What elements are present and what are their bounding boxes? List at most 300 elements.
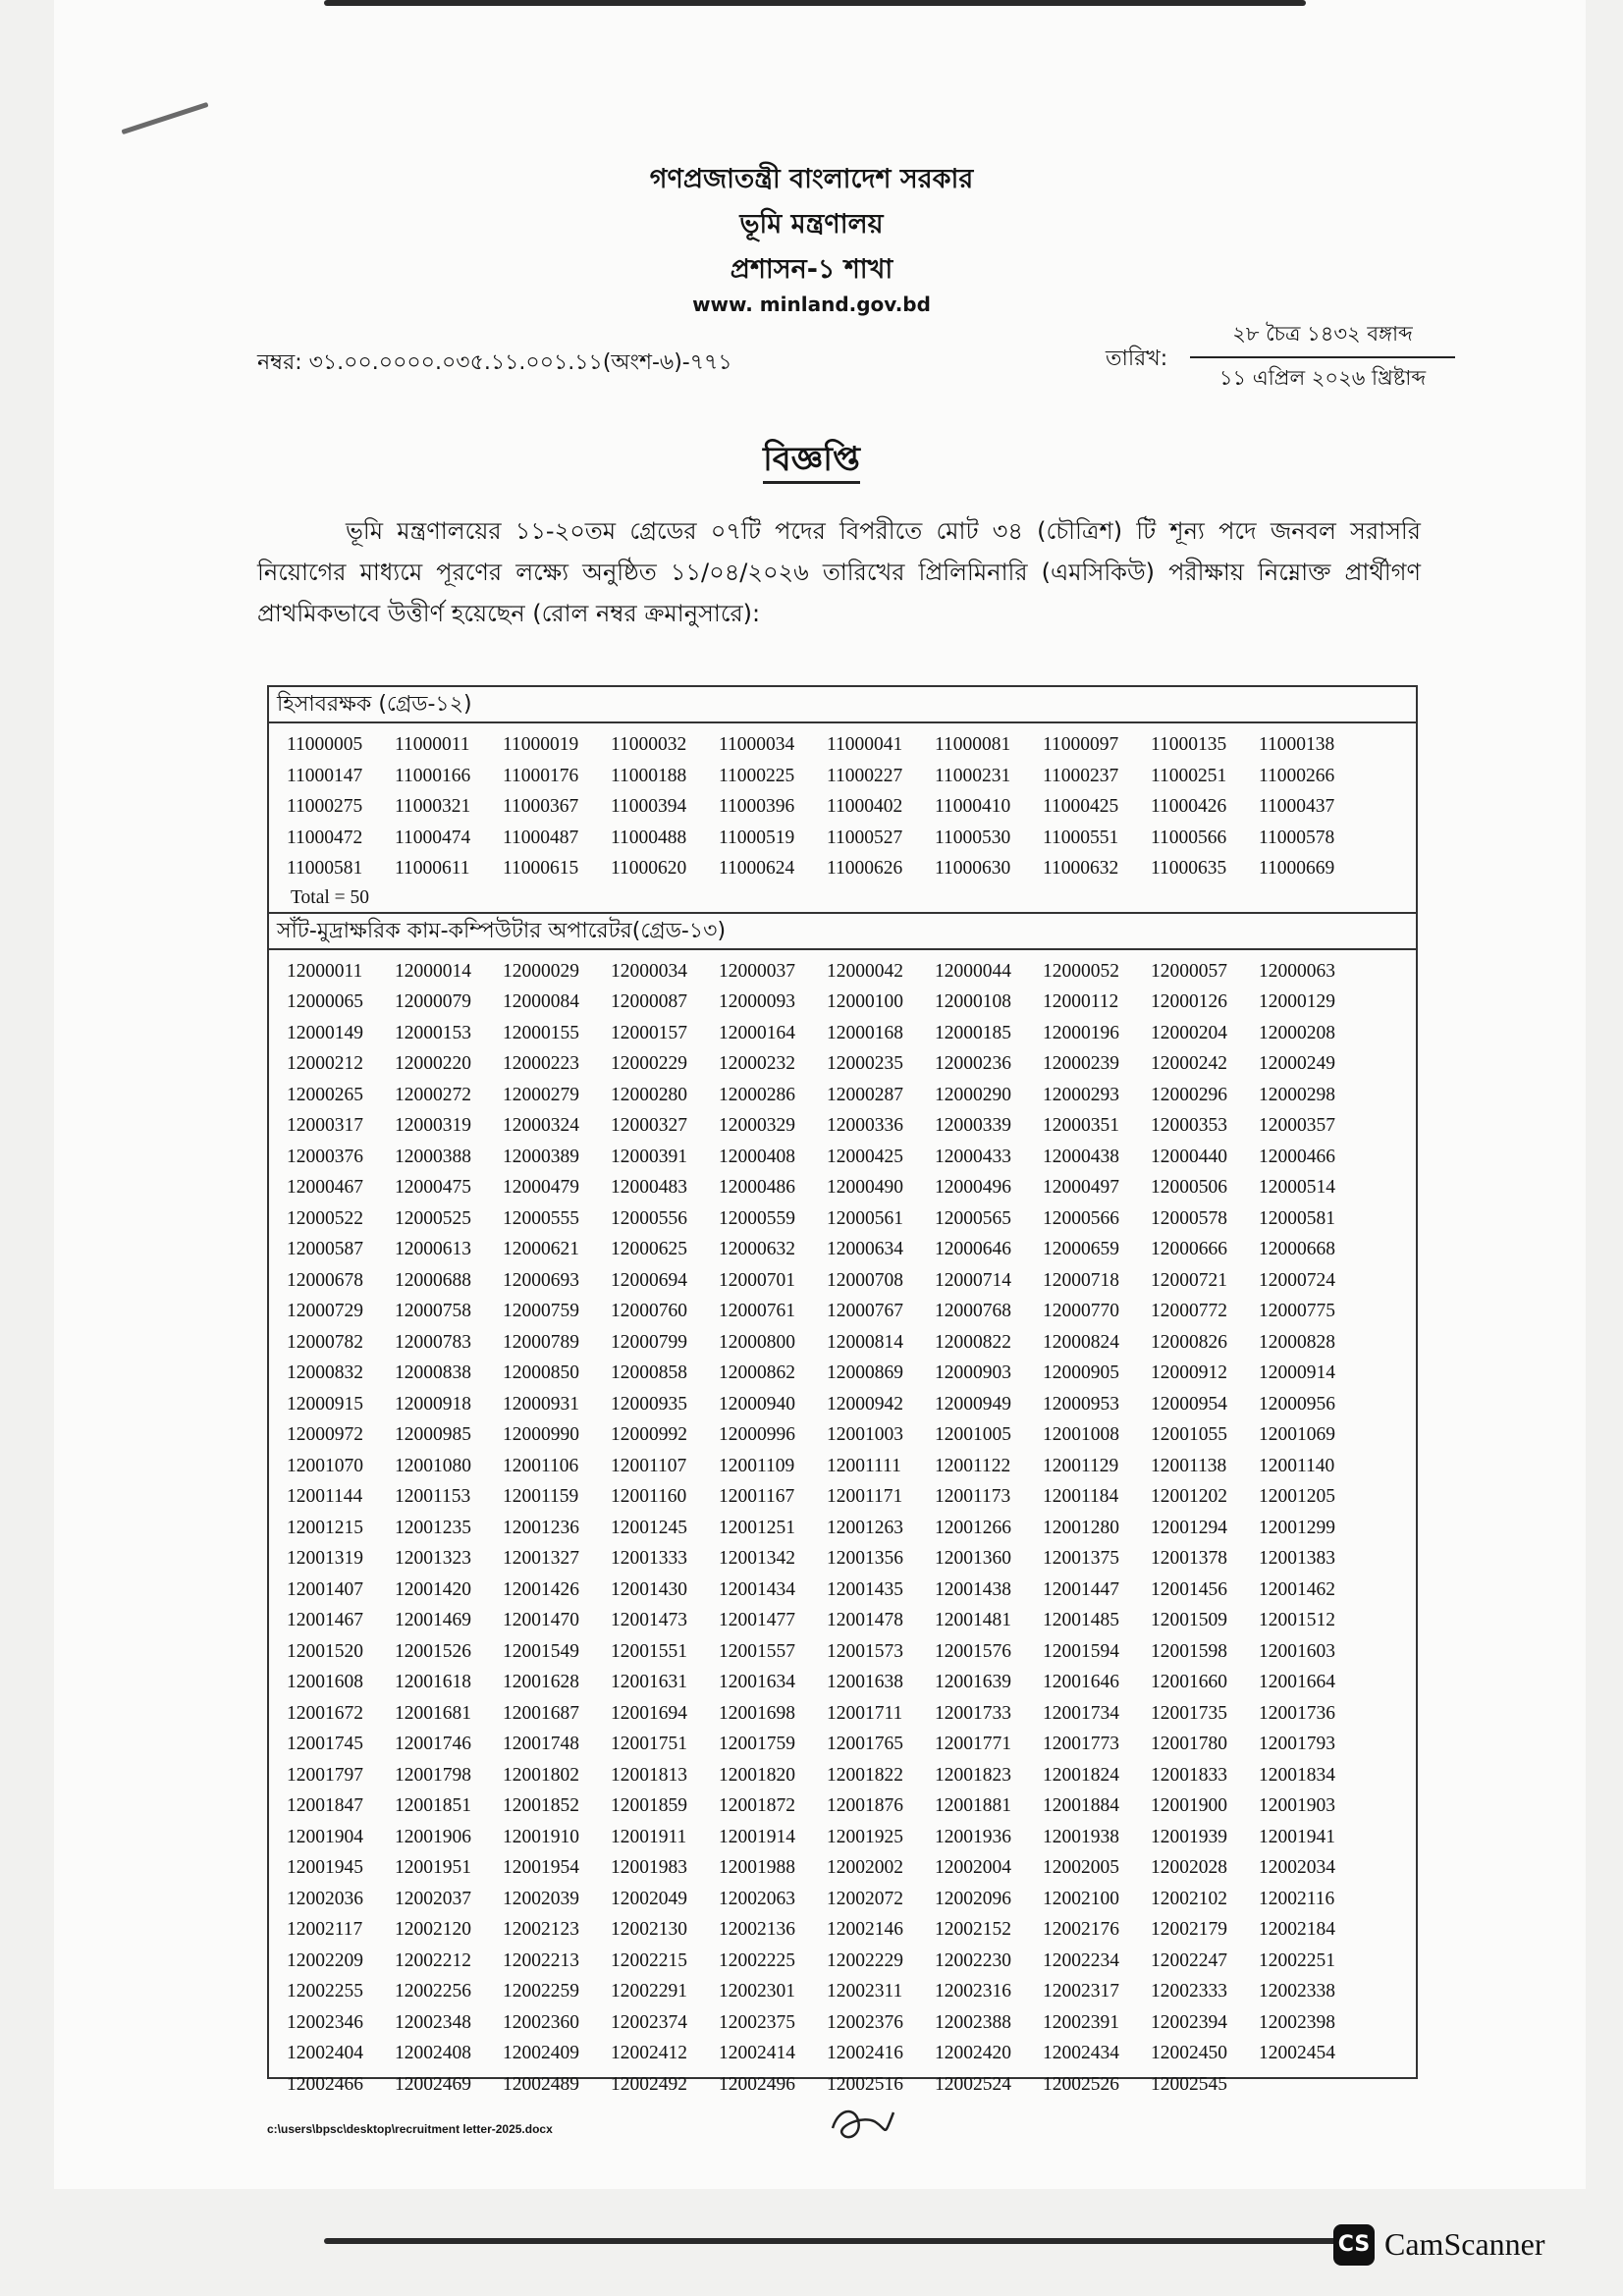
roll-number-steno: 12001107	[611, 1455, 687, 1476]
roll-number-steno: 12002291	[611, 1981, 687, 2002]
roll-number-steno: 12002247	[1151, 1949, 1227, 1971]
roll-number-steno: 12002333	[1151, 1981, 1227, 2002]
roll-number-steno: 12000044	[935, 960, 1011, 982]
roll-number-steno: 12000126	[1151, 991, 1227, 1012]
roll-number-steno: 12000034	[611, 960, 687, 982]
notice-body: ভূমি মন্ত্রণালয়ের ১১-২০তম গ্রেডের ০৭টি পদের বিপরীতে মোট ৩৪ (চৌত্রিশ) টি শূন্য পদে জনবল সরাসরি নিয়োগের মাধ্যমে পূরণের লক্ষ্যে অনুষ্ঠিত ১১/০৪/২০২৬ তারিখের প্রিলিমিনারি (এমসিকিউ) পরীক্ষায় নিম্নোক্ত প্রার্থীগণ প্রাথমিকভাবে উত্তীর্ণ হয়েছেন (রোল নম্বর ক্রমানুসারে):	[257, 517, 1421, 627]
roll-number-steno: 12002360	[503, 2011, 579, 2033]
roll-number-steno: 12000869	[827, 1362, 903, 1383]
roll-number-accountant: 11000227	[827, 765, 903, 786]
roll-number-steno: 12001823	[935, 1764, 1011, 1786]
roll-number-steno: 12001173	[935, 1486, 1011, 1507]
file-path: c:\users\bpsc\desktop\recruitment letter-2025.docx	[267, 2122, 553, 2136]
roll-number-steno: 12000497	[1043, 1177, 1119, 1198]
roll-number-steno: 12001925	[827, 1826, 903, 1847]
roll-number-steno: 12000949	[935, 1393, 1011, 1415]
roll-number-accountant: 11000474	[395, 827, 471, 848]
roll-number-steno: 12002317	[1043, 1981, 1119, 2002]
roll-number-steno: 12001215	[287, 1517, 363, 1538]
roll-number-steno: 12002489	[503, 2073, 579, 2095]
roll-number-steno: 12002412	[611, 2043, 687, 2063]
roll-number-steno: 12002034	[1259, 1857, 1335, 1878]
date-label: তারিখ:	[1106, 347, 1168, 371]
roll-number-steno: 12002184	[1259, 1919, 1335, 1940]
roll-number-steno: 12000556	[611, 1207, 687, 1229]
roll-number-steno: 12001467	[287, 1610, 363, 1630]
roll-number-steno: 12000351	[1043, 1115, 1119, 1136]
roll-number-steno: 12001664	[1259, 1672, 1335, 1692]
roll-number-steno: 12000783	[395, 1331, 471, 1353]
roll-number-steno: 12002146	[827, 1919, 903, 1940]
date-block	[1190, 318, 1455, 397]
roll-number-steno: 12002374	[611, 2011, 687, 2033]
roll-number-steno: 12002408	[395, 2043, 471, 2063]
roll-number-steno: 12002213	[503, 1949, 579, 1971]
roll-number-steno: 12001884	[1043, 1795, 1119, 1816]
roll-number-steno: 12002316	[935, 1981, 1011, 2002]
roll-number-accountant: 11000402	[827, 796, 903, 817]
roll-number-steno: 12000265	[287, 1084, 363, 1105]
roll-number-steno: 12001470	[503, 1610, 579, 1630]
roll-number-steno: 12001111	[827, 1455, 901, 1476]
roll-number-steno: 12001557	[719, 1640, 795, 1662]
roll-number-steno: 12000486	[719, 1177, 795, 1198]
roll-number-steno: 12002492	[611, 2073, 687, 2095]
roll-number-steno: 12000828	[1259, 1331, 1335, 1353]
roll-number-steno: 12001003	[827, 1424, 903, 1445]
roll-number-steno: 12001356	[827, 1548, 903, 1569]
roll-number-steno: 12001734	[1043, 1702, 1119, 1724]
roll-number-steno: 12001167	[719, 1486, 795, 1507]
roll-number-accountant: 11000669	[1259, 858, 1335, 879]
roll-number-accountant: 11000005	[287, 734, 363, 755]
roll-number-steno: 12001872	[719, 1795, 795, 1816]
roll-number-steno: 12002450	[1151, 2043, 1227, 2063]
roll-number-steno: 12002416	[827, 2043, 903, 2063]
roll-number-steno: 12001520	[287, 1640, 363, 1662]
roll-number-accountant: 11000034	[719, 734, 795, 755]
roll-number-accountant: 11000251	[1151, 765, 1227, 786]
roll-number-steno: 12000942	[827, 1393, 903, 1415]
roll-number-steno: 12001106	[503, 1455, 579, 1476]
roll-number-accountant: 11000630	[935, 858, 1011, 879]
roll-number-accountant: 11000611	[395, 858, 470, 879]
roll-number-steno: 12001205	[1259, 1486, 1335, 1507]
roll-number-steno: 12000063	[1259, 960, 1335, 982]
roll-number-steno: 12002225	[719, 1949, 795, 1971]
roll-number-steno: 12001904	[287, 1826, 363, 1847]
roll-number-accountant: 11000188	[611, 765, 687, 786]
roll-number-steno: 12000632	[719, 1239, 795, 1259]
roll-number-steno: 12000239	[1043, 1053, 1119, 1074]
roll-number-steno: 12001881	[935, 1795, 1011, 1816]
roll-number-accountant: 11000019	[503, 734, 579, 755]
roll-number-steno: 12000985	[395, 1424, 471, 1445]
roll-number-steno: 12001736	[1259, 1702, 1335, 1724]
roll-number-steno: 12002230	[935, 1949, 1011, 1971]
roll-number-steno: 12001435	[827, 1578, 903, 1600]
roll-number-steno: 12001526	[395, 1640, 471, 1662]
roll-number-steno: 12000621	[503, 1239, 579, 1259]
roll-number-steno: 12000800	[719, 1331, 795, 1353]
roll-number-steno: 12000587	[287, 1239, 363, 1259]
roll-number-steno: 12000613	[395, 1239, 471, 1259]
roll-number-steno: 12001235	[395, 1517, 471, 1538]
roll-number-steno: 12001299	[1259, 1517, 1335, 1538]
roll-number-steno: 12000112	[1043, 991, 1119, 1012]
roll-number-steno: 12002394	[1151, 2011, 1227, 2033]
roll-number-steno: 12000954	[1151, 1393, 1227, 1415]
roll-number-steno: 12000770	[1043, 1301, 1119, 1321]
roll-number-accountant: 11000488	[611, 827, 687, 848]
roll-number-accountant: 11000032	[611, 734, 687, 755]
roll-number-steno: 12001383	[1259, 1548, 1335, 1569]
roll-number-steno: 12002311	[827, 1981, 903, 2002]
date-english: ১১ এপ্রিল ২০২৬ খ্রিষ্টাব্দ	[1218, 366, 1427, 390]
roll-number-steno: 12001822	[827, 1764, 903, 1786]
roll-number-steno: 12001631	[611, 1672, 687, 1692]
roll-number-steno: 12002179	[1151, 1919, 1227, 1940]
roll-number-steno: 12001551	[611, 1640, 687, 1662]
roll-number-steno: 12000561	[827, 1207, 903, 1229]
roll-number-steno: 12000220	[395, 1053, 471, 1074]
roll-number-steno: 12000042	[827, 960, 903, 982]
roll-number-steno: 12000037	[719, 960, 795, 982]
roll-number-steno: 12002496	[719, 2073, 795, 2095]
roll-number-steno: 12001735	[1151, 1702, 1227, 1724]
roll-number-steno: 12001236	[503, 1517, 579, 1538]
roll-number-steno: 12000914	[1259, 1362, 1335, 1383]
roll-number-steno: 12001765	[827, 1734, 903, 1754]
roll-number-steno: 12001160	[611, 1486, 687, 1507]
roll-number-steno: 12000204	[1151, 1022, 1227, 1043]
roll-number-steno: 12000496	[935, 1177, 1011, 1198]
roll-number-steno: 12002039	[503, 1888, 579, 1909]
roll-number-steno: 12002255	[287, 1981, 363, 2002]
roll-number-steno: 12000155	[503, 1022, 579, 1043]
roll-number-steno: 12000290	[935, 1084, 1011, 1105]
memo-number: নম্বর: ৩১.০০.০০০০.০৩৫.১১.০০১.১১(অংশ-৬)-৭৭১	[257, 350, 732, 375]
roll-number-steno: 12000029	[503, 960, 579, 982]
roll-number-steno: 12001938	[1043, 1826, 1119, 1847]
roll-number-steno: 12000903	[935, 1362, 1011, 1383]
roll-number-steno: 12000838	[395, 1362, 471, 1383]
roll-number-steno: 12000972	[287, 1424, 363, 1445]
roll-number-steno: 12002466	[287, 2073, 363, 2095]
roll-number-steno: 12002526	[1043, 2073, 1119, 2095]
roll-number-steno: 12000479	[503, 1177, 579, 1198]
roll-number-accountant: 11000472	[287, 827, 363, 848]
roll-number-steno: 12000065	[287, 991, 363, 1012]
roll-number-accountant: 11000266	[1259, 765, 1335, 786]
roll-number-steno: 12000157	[611, 1022, 687, 1043]
roll-number-steno: 12000814	[827, 1331, 903, 1353]
roll-number-steno: 12001847	[287, 1795, 363, 1816]
roll-number-steno: 12001820	[719, 1764, 795, 1786]
roll-number-steno: 12000272	[395, 1084, 471, 1105]
roll-number-steno: 12001481	[935, 1610, 1011, 1630]
roll-number-steno: 12002028	[1151, 1857, 1227, 1878]
result-table	[267, 685, 1418, 2095]
roll-number-steno: 12000490	[827, 1177, 903, 1198]
roll-number-steno: 12000668	[1259, 1239, 1335, 1259]
roll-number-steno: 12001672	[287, 1702, 363, 1724]
roll-number-steno: 12000832	[287, 1362, 363, 1383]
roll-number-steno: 12002516	[827, 2073, 903, 2095]
signature	[825, 2099, 903, 2148]
roll-number-steno: 12000324	[503, 1115, 579, 1136]
roll-number-steno: 12001447	[1043, 1578, 1119, 1600]
roll-number-steno: 12001473	[611, 1610, 687, 1630]
roll-number-steno: 12000758	[395, 1301, 471, 1321]
roll-number-steno: 12001184	[1043, 1486, 1119, 1507]
roll-number-steno: 12001603	[1259, 1640, 1335, 1662]
roll-number-steno: 12000389	[503, 1146, 579, 1167]
roll-number-steno: 12000440	[1151, 1146, 1227, 1167]
roll-number-steno: 12000108	[935, 991, 1011, 1012]
roll-number-steno: 12002004	[935, 1857, 1011, 1878]
roll-number-steno: 12001171	[827, 1486, 903, 1507]
roll-number-steno: 12000087	[611, 991, 687, 1012]
roll-number-steno: 12002409	[503, 2043, 579, 2063]
roll-number-steno: 12001914	[719, 1826, 795, 1847]
roll-number-steno: 12000466	[1259, 1146, 1335, 1167]
roll-number-accountant: 11000581	[287, 858, 363, 879]
roll-number-steno: 12000483	[611, 1177, 687, 1198]
roll-number-accountant: 11000367	[503, 796, 579, 817]
roll-number-steno: 12000646	[935, 1239, 1011, 1259]
roll-number-steno: 12000339	[935, 1115, 1011, 1136]
roll-number-steno: 12000153	[395, 1022, 471, 1043]
roll-number-steno: 12001638	[827, 1672, 903, 1692]
roll-number-steno: 12000782	[287, 1331, 363, 1353]
roll-number-steno: 12002256	[395, 1981, 471, 2002]
roll-number-steno: 12001434	[719, 1578, 795, 1600]
roll-number-steno: 12000011	[287, 960, 363, 982]
roll-number-steno: 12001323	[395, 1548, 471, 1569]
roll-number-steno: 12000249	[1259, 1053, 1335, 1074]
roll-number-steno: 12000996	[719, 1424, 795, 1445]
roll-number-steno: 12000634	[827, 1239, 903, 1259]
roll-number-steno: 12000826	[1151, 1331, 1227, 1353]
roll-number-steno: 12001852	[503, 1795, 579, 1816]
roll-number-accountant: 11000081	[935, 734, 1011, 755]
scan-edge-bottom	[324, 2238, 1355, 2244]
roll-number-steno: 12002348	[395, 2011, 471, 2033]
roll-number-steno: 12000724	[1259, 1269, 1335, 1291]
roll-number-steno: 12000425	[827, 1146, 903, 1167]
roll-number-accountant: 11000275	[287, 796, 363, 817]
roll-number-steno: 12000772	[1151, 1301, 1227, 1321]
roll-number-accountant: 11000624	[719, 858, 795, 879]
roll-number-steno: 12000168	[827, 1022, 903, 1043]
roll-number-steno: 12002398	[1259, 2011, 1335, 2033]
roll-number-steno: 12001485	[1043, 1610, 1119, 1630]
roll-number-accountant: 11000635	[1151, 858, 1227, 879]
roll-number-steno: 12001797	[287, 1764, 363, 1786]
roll-number-steno: 12002229	[827, 1949, 903, 1971]
roll-number-steno: 12001202	[1151, 1486, 1227, 1507]
roll-number-accountant: 11000097	[1043, 734, 1119, 755]
roll-number-steno: 12001469	[395, 1610, 471, 1630]
roll-number-accountant: 11000147	[287, 765, 363, 786]
roll-number-steno: 12000768	[935, 1301, 1011, 1321]
roll-number-steno: 12000693	[503, 1269, 579, 1291]
roll-number-steno: 12000522	[287, 1207, 363, 1229]
roll-number-accountant: 11000519	[719, 827, 795, 848]
section-title-steno: সাঁট-মুদ্রাক্ষরিক কাম-কম্পিউটার অপারেটর(গ্রেড-১৩)	[269, 912, 1416, 950]
roll-number-steno: 12000196	[1043, 1022, 1119, 1043]
roll-number-steno: 12000100	[827, 991, 903, 1012]
roll-number-steno: 12001378	[1151, 1548, 1227, 1569]
roll-number-steno: 12002049	[611, 1888, 687, 1909]
roll-number-steno: 12001420	[395, 1578, 471, 1600]
roll-number-steno: 12000761	[719, 1301, 795, 1321]
roll-number-steno: 12000666	[1151, 1239, 1227, 1259]
notice-title-text: বিজ্ঞপ্তি	[763, 440, 860, 484]
roll-grid-accountant	[269, 723, 1416, 884]
roll-number-steno: 12002469	[395, 2073, 471, 2095]
roll-number-steno: 12001430	[611, 1578, 687, 1600]
roll-number-steno: 12000357	[1259, 1115, 1335, 1136]
roll-number-steno: 12000329	[719, 1115, 795, 1136]
roll-number-steno: 12002301	[719, 1981, 795, 2002]
roll-number-steno: 12002434	[1043, 2043, 1119, 2063]
roll-number-steno: 12001634	[719, 1672, 795, 1692]
roll-number-steno: 12000799	[611, 1331, 687, 1353]
roll-number-steno: 12001833	[1151, 1764, 1227, 1786]
roll-number-steno: 12001512	[1259, 1610, 1335, 1630]
roll-number-steno: 12000775	[1259, 1301, 1335, 1321]
roll-number-steno: 12000912	[1151, 1362, 1227, 1383]
roll-number-steno: 12000093	[719, 991, 795, 1012]
roll-number-steno: 12001438	[935, 1578, 1011, 1600]
roll-number-steno: 12000079	[395, 991, 471, 1012]
roll-number-steno: 12002376	[827, 2011, 903, 2033]
roll-number-steno: 12001780	[1151, 1734, 1227, 1754]
branch-name: প্রশাসন-১ শাখা	[730, 254, 893, 285]
roll-number-steno: 12000287	[827, 1084, 903, 1105]
roll-number-accountant: 11000176	[503, 765, 579, 786]
roll-number-steno: 12001771	[935, 1734, 1011, 1754]
roll-number-steno: 12002123	[503, 1919, 579, 1940]
section-title-accountant: হিসাবরক্ষক (গ্রেড-১২)	[269, 687, 1416, 723]
roll-number-steno: 12000789	[503, 1331, 579, 1353]
roll-number-steno: 12000475	[395, 1177, 471, 1198]
roll-number-steno: 12000327	[611, 1115, 687, 1136]
roll-number-steno: 12000905	[1043, 1362, 1119, 1383]
roll-number-steno: 12000850	[503, 1362, 579, 1383]
roll-number-steno: 12002063	[719, 1888, 795, 1909]
roll-number-steno: 12000565	[935, 1207, 1011, 1229]
roll-number-steno: 12001687	[503, 1702, 579, 1724]
roll-number-steno: 12001746	[395, 1734, 471, 1754]
roll-number-steno: 12001153	[395, 1486, 471, 1507]
roll-number-steno: 12001251	[719, 1517, 795, 1538]
roll-number-steno: 12002414	[719, 2043, 795, 2063]
roll-number-steno: 12000708	[827, 1269, 903, 1291]
roll-number-steno: 12001748	[503, 1734, 579, 1754]
roll-number-steno: 12001109	[719, 1455, 795, 1476]
roll-number-steno: 12000918	[395, 1393, 471, 1415]
roll-number-accountant: 11000394	[611, 796, 687, 817]
roll-number-accountant: 11000578	[1259, 827, 1335, 848]
roll-number-steno: 12001245	[611, 1517, 687, 1538]
roll-number-steno: 12001055	[1151, 1424, 1227, 1445]
roll-number-accountant: 11000615	[503, 858, 579, 879]
roll-number-steno: 12000688	[395, 1269, 471, 1291]
roll-number-steno: 12001793	[1259, 1734, 1335, 1754]
roll-number-steno: 12000559	[719, 1207, 795, 1229]
roll-number-steno: 12000555	[503, 1207, 579, 1229]
roll-number-steno: 12002234	[1043, 1949, 1119, 1971]
roll-number-steno: 12000915	[287, 1393, 363, 1415]
roll-number-steno: 12002454	[1259, 2043, 1335, 2063]
roll-number-steno: 12002391	[1043, 2011, 1119, 2033]
roll-number-steno: 12001900	[1151, 1795, 1227, 1816]
roll-number-steno: 12000467	[287, 1177, 363, 1198]
roll-number-steno: 12001751	[611, 1734, 687, 1754]
roll-number-steno: 12000293	[1043, 1084, 1119, 1105]
roll-number-steno: 12002251	[1259, 1949, 1335, 1971]
roll-number-steno: 12000525	[395, 1207, 471, 1229]
roll-number-steno: 12001327	[503, 1548, 579, 1569]
roll-number-steno: 12001639	[935, 1672, 1011, 1692]
roll-number-accountant: 11000396	[719, 796, 795, 817]
roll-grid-steno	[269, 950, 1416, 2101]
roll-number-steno: 12001080	[395, 1455, 471, 1476]
website: www. minland.gov.bd	[692, 293, 931, 316]
roll-number-steno: 12000084	[503, 991, 579, 1012]
roll-number-steno: 12000235	[827, 1053, 903, 1074]
roll-number-steno: 12002259	[503, 1981, 579, 2002]
roll-number-steno: 12001129	[1043, 1455, 1119, 1476]
roll-number-steno: 12001988	[719, 1857, 795, 1878]
roll-number-steno: 12002005	[1043, 1857, 1119, 1878]
roll-number-steno: 12001509	[1151, 1610, 1227, 1630]
roll-number-steno: 12000185	[935, 1022, 1011, 1043]
roll-number-steno: 12001069	[1259, 1424, 1335, 1445]
roll-number-steno: 12001144	[287, 1486, 363, 1507]
roll-number-steno: 12001342	[719, 1548, 795, 1569]
roll-number-steno: 12000353	[1151, 1115, 1227, 1136]
roll-number-steno: 12001294	[1151, 1517, 1227, 1538]
roll-number-steno: 12000992	[611, 1424, 687, 1445]
roll-number-steno: 12000953	[1043, 1393, 1119, 1415]
roll-number-steno: 12001478	[827, 1610, 903, 1630]
roll-number-steno: 12001360	[935, 1548, 1011, 1569]
roll-number-steno: 12001477	[719, 1610, 795, 1630]
roll-number-steno: 12001910	[503, 1826, 579, 1847]
roll-number-steno: 12000625	[611, 1239, 687, 1259]
roll-number-steno: 12001903	[1259, 1795, 1335, 1816]
roll-number-steno: 12001941	[1259, 1826, 1335, 1847]
roll-number-steno: 12000052	[1043, 960, 1119, 982]
roll-number-accountant: 11000632	[1043, 858, 1119, 879]
roll-number-steno: 12000014	[395, 960, 471, 982]
roll-number-accountant: 11000135	[1151, 734, 1227, 755]
roll-number-steno: 12000578	[1151, 1207, 1227, 1229]
roll-number-steno: 12001070	[287, 1455, 363, 1476]
roll-number-steno: 12001660	[1151, 1672, 1227, 1692]
roll-number-steno: 12001698	[719, 1702, 795, 1724]
roll-number-steno: 12000232	[719, 1053, 795, 1074]
camscanner-logo: CS	[1333, 2224, 1375, 2266]
roll-number-steno: 12000391	[611, 1146, 687, 1167]
roll-number-steno: 12000566	[1043, 1207, 1119, 1229]
roll-number-steno: 12002215	[611, 1949, 687, 1971]
roll-number-steno: 12001122	[935, 1455, 1011, 1476]
